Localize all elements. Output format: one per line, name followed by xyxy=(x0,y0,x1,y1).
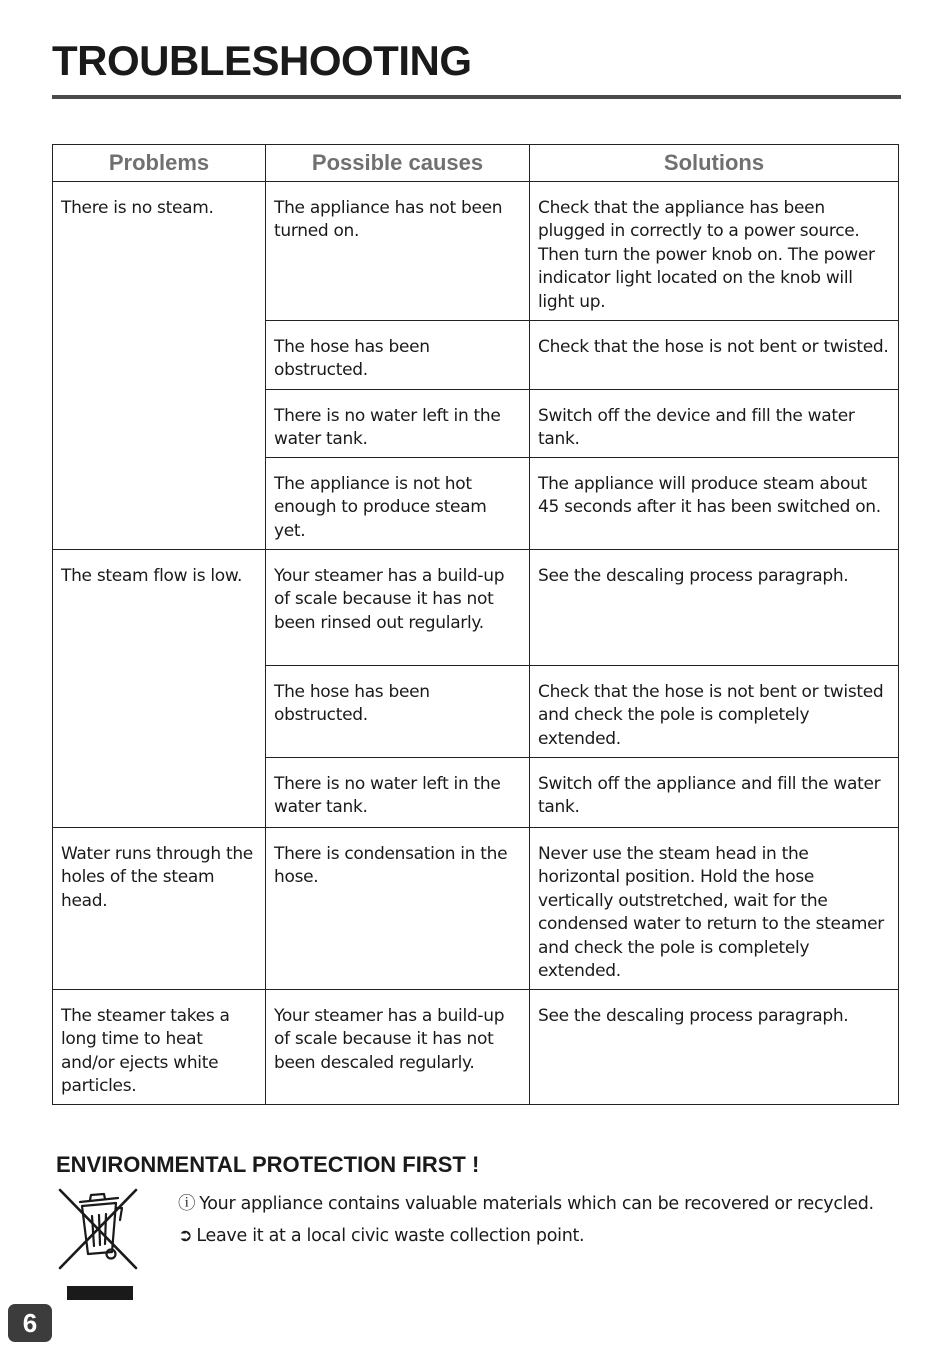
solution-cell: Switch off the device and fill the water tank. xyxy=(530,390,899,458)
arrow-icon: ➲ xyxy=(178,1226,193,1246)
solution-cell: Check that the appliance has been plugged in correctly to a power source. Then turn the power knob on. The power indicator light located on the knob will light up. xyxy=(530,182,899,321)
info-icon: ⓘ xyxy=(178,1194,196,1214)
solution-cell: Check that the hose is not bent or twisted. xyxy=(530,321,899,390)
recycle-info-text: Your appliance contains valuable materials which can be recovered or recycled. xyxy=(199,1194,874,1214)
page-number-badge: 6 xyxy=(8,1304,52,1342)
solution-cell: Check that the hose is not bent or twisted and check the pole is completely extended. xyxy=(530,666,899,758)
problem-cell: Water runs through the holes of the steam head. xyxy=(53,828,266,990)
cause-cell: There is no water left in the water tank. xyxy=(266,758,530,828)
cause-cell: The hose has been obstructed. xyxy=(266,666,530,758)
bin-underbar xyxy=(67,1286,133,1300)
cause-cell: There is no water left in the water tank. xyxy=(266,390,530,458)
problem-cell: The steamer takes a long time to heat and/or ejects white particles. xyxy=(53,990,266,1105)
page-title: TROUBLESHOOTING xyxy=(52,37,472,84)
table-row xyxy=(53,550,899,666)
collection-point-line xyxy=(178,1226,584,1246)
problem-cell: There is no steam. xyxy=(53,182,266,550)
cause-cell: The appliance is not hot enough to produce steam yet. xyxy=(266,458,530,550)
table-row xyxy=(53,990,899,1105)
cause-cell: There is condensation in the hose. xyxy=(266,828,530,990)
cause-cell: Your steamer has a build-up of scale because it has not been descaled regularly. xyxy=(266,990,530,1105)
environment-heading: ENVIRONMENTAL PROTECTION FIRST ! xyxy=(56,1152,480,1177)
problem-cell: The steam flow is low. xyxy=(53,550,266,828)
solution-cell: The appliance will produce steam about 45 seconds after it has been switched on. xyxy=(530,458,899,550)
table-header-row xyxy=(53,145,899,182)
cause-cell: Your steamer has a build-up of scale because it has not been rinsed out regularly. xyxy=(266,550,530,666)
table-row xyxy=(53,182,899,321)
table-row xyxy=(53,828,899,990)
title-underline xyxy=(52,95,901,99)
recycle-info-line xyxy=(178,1190,874,1215)
cause-cell: The hose has been obstructed. xyxy=(266,321,530,390)
troubleshooting-table xyxy=(52,144,899,1105)
solution-cell: Switch off the appliance and fill the water tank. xyxy=(530,758,899,828)
header-possible-causes: Possible causes xyxy=(266,145,530,182)
solution-cell: Never use the steam head in the horizontal position. Hold the hose vertically outstretched, wait for the condensed water to return to the steamer and check the pole is completely extended. xyxy=(530,828,899,990)
header-problems: Problems xyxy=(53,145,266,182)
solution-cell: See the descaling process paragraph. xyxy=(530,550,899,666)
solution-cell: See the descaling process paragraph. xyxy=(530,990,899,1105)
cause-cell: The appliance has not been turned on. xyxy=(266,182,530,321)
crossed-out-wheelie-bin-icon xyxy=(56,1186,140,1272)
collection-point-text: Leave it at a local civic waste collection point. xyxy=(196,1226,585,1246)
header-solutions: Solutions xyxy=(530,145,899,182)
